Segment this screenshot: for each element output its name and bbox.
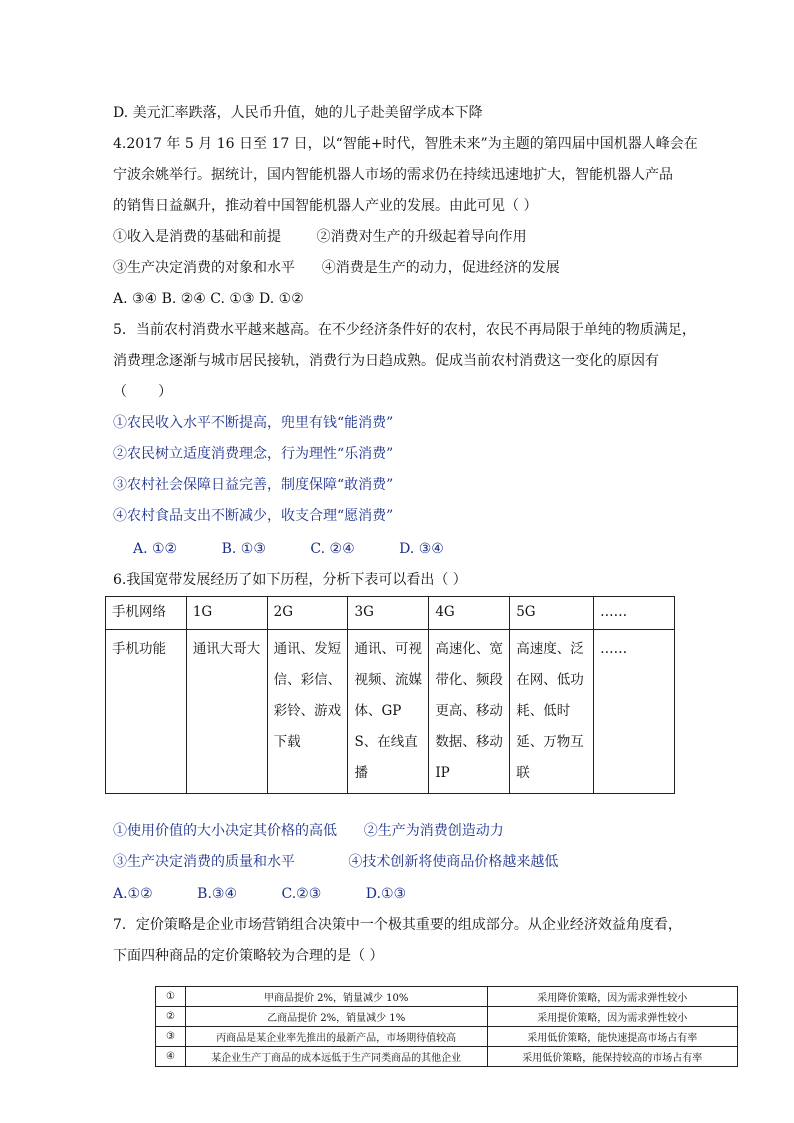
q7-row-situation: 某企业生产丁商品的成本远低于生产同类商品的其他企业 (185, 1047, 487, 1067)
q6-network-table (105, 596, 675, 794)
q7-row-strategy: 采用降价策略，因为需求弹性较小 (487, 987, 738, 1007)
q7-row-situation: 乙商品提价 2%，销量减少 1% (185, 1007, 487, 1027)
q6-row-cell: 高速度、泛在网、低功耗、低时延、万物互联 (510, 630, 594, 794)
q7-row-strategy: 采用低价策略，能快速提高市场占有率 (487, 1027, 738, 1047)
q6-table-function-row (106, 630, 675, 794)
q7-table-row (156, 1047, 738, 1067)
q5-item-2: ②农民树立适度消费理念，行为理性“乐消费” (113, 446, 394, 462)
q6-table-header-row (106, 597, 675, 630)
q7-table-row (156, 1027, 738, 1047)
q6-header-cell: 手机网络 (106, 597, 187, 630)
q5-item-3: ③农村社会保障日益完善，制度保障“敢消费” (113, 477, 394, 493)
q7-table-row (156, 987, 738, 1007)
q7-row-strategy: 采用低价策略，能保持较高的市场占有率 (487, 1047, 738, 1067)
q4-items-line-2: ③生产决定消费的对象和水平 ④消费是生产的动力，促进经济的发展 (113, 260, 560, 276)
q6-row-cell: 通讯大哥大 (186, 630, 267, 794)
q5-stem-line-1: 5．当前农村消费水平越来越高。在不少经济条件好的农村，农民不再局限于单纯的物质满足， (113, 322, 696, 338)
q6-header-cell: 5G (510, 597, 594, 630)
q5-options: A. ①② B. ①③ C. ②④ D. ③④ (133, 541, 444, 557)
q7-row-number: ④ (156, 1047, 186, 1067)
q6-options: A.①② B.③④ C.②③ D.①③ (113, 886, 407, 902)
q6-items-line-1: ①使用价值的大小决定其价格的高低 ②生产为消费创造动力 (113, 823, 504, 839)
q4-stem-line-2: 宁波余姚举行。据统计，国内智能机器人市场的需求仍在持续迅速地扩大，智能机器人产品 (113, 167, 673, 183)
q4-items-line-1: ①收入是消费的基础和前提 ②消费对生产的升级起着导向作用 (113, 229, 527, 245)
q6-row-cell: 通讯、可视视频、流媒体、GPS、在线直播 (348, 630, 429, 794)
q5-item-4: ④农村食品支出不断减少，收支合理“愿消费” (113, 508, 394, 524)
q5-item-1: ①农民收入水平不断提高，兜里有钱“能消费” (113, 415, 394, 431)
q7-row-number: ③ (156, 1027, 186, 1047)
q6-header-cell: 2G (267, 597, 348, 630)
q4-stem-line-1: 4.2017 年 5 月 16 日至 17 日，以“智能+时代，智胜未来”为主题的第四届中国机器人峰会在 (113, 136, 698, 152)
q4-stem-line-3: 的销售日益飙升，推动着中国智能机器人产业的发展。由此可见（ ） (113, 198, 538, 214)
q3-option-d: D. 美元汇率跌落，人民币升值，她的儿子赴美留学成本下降 (113, 105, 483, 121)
q6-row-cell: 高速化、宽带化、频段更高、移动数据、移动IP (429, 630, 510, 794)
q7-pricing-table (155, 986, 738, 1067)
q6-header-cell: 4G (429, 597, 510, 630)
q6-row-cell: 手机功能 (106, 630, 187, 794)
q7-row-situation: 甲商品提价 2%，销量减少 10% (185, 987, 487, 1007)
q7-stem-line-1: 7．定价策略是企业市场营销组合决策中一个极其重要的组成部分。从企业经济效益角度看， (113, 917, 682, 933)
q4-options: A. ③④ B. ②④ C. ①③ D. ①② (113, 291, 304, 307)
q6-header-cell: 1G (186, 597, 267, 630)
q5-stem-line-2: 消费理念逐渐与城市居民接轨，消费行为日趋成熟。促成当前农村消费这一变化的原因有 (113, 353, 659, 369)
q7-stem-line-2: 下面四种商品的定价策略较为合理的是（ ） (113, 948, 384, 964)
q6-header-cell: …… (594, 597, 675, 630)
q7-row-number: ① (156, 987, 186, 1007)
q7-row-number: ② (156, 1007, 186, 1027)
q6-header-cell: 3G (348, 597, 429, 630)
q6-row-cell: 通讯、发短信、彩信、彩铃、游戏下载 (267, 630, 348, 794)
q6-row-cell: …… (594, 630, 675, 794)
q6-items-line-2: ③生产决定消费的质量和水平 ④技术创新将使商品价格越来越低 (113, 854, 559, 870)
q6-stem: 6.我国宽带发展经历了如下历程，分析下表可以看出（ ） (113, 572, 467, 588)
q7-row-situation: 丙商品是某企业率先推出的最新产品，市场期待值较高 (185, 1027, 487, 1047)
q7-row-strategy: 采用提价策略，因为需求弹性较小 (487, 1007, 738, 1027)
q7-table-row (156, 1007, 738, 1027)
q5-stem-line-3: （ ） (113, 384, 173, 400)
